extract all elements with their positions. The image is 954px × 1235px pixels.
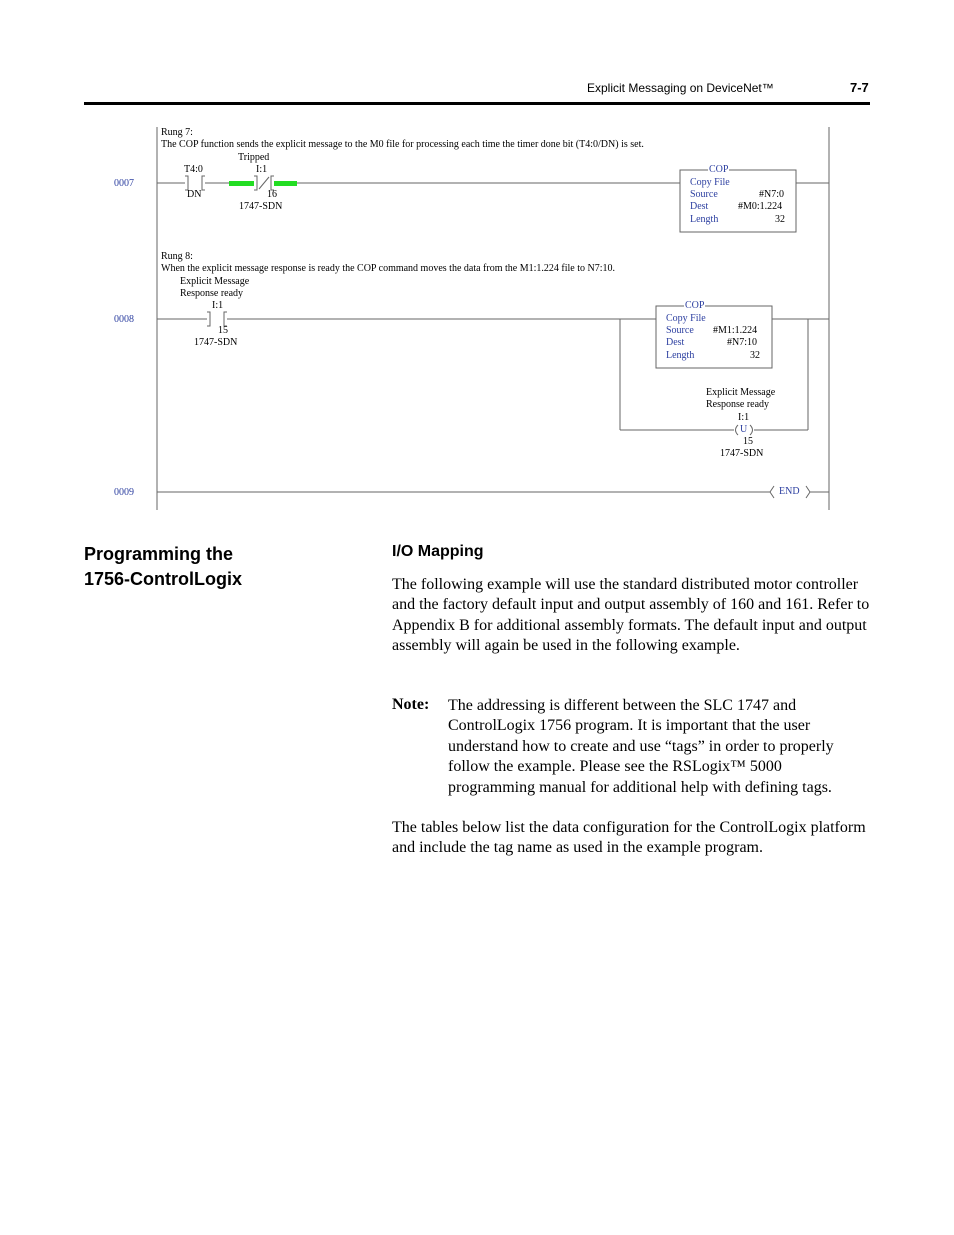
rung-number-0009: 0009 xyxy=(114,487,134,498)
rung8-description: When the explicit message response is ready the COP command moves the data from the M1:1.224 file to N7:10. xyxy=(161,263,615,274)
cop7-source-label: Source xyxy=(690,189,718,200)
cop8-dest: #N7:10 xyxy=(727,337,757,348)
cop7-dest-label: Dest xyxy=(690,201,709,212)
unlatch-address: I:1 xyxy=(738,412,750,423)
page-number: 7-7 xyxy=(850,80,869,95)
contact-t4-bit: DN xyxy=(187,189,202,200)
contact-i1-15 xyxy=(207,312,210,326)
contact8-name: 1747-SDN xyxy=(194,337,238,348)
cop7-source: #N7:0 xyxy=(759,189,784,200)
unlatch-symbol: U xyxy=(740,424,748,435)
contact-i1-16 xyxy=(254,176,257,190)
cop8-length-label: Length xyxy=(666,350,695,361)
ladder-diagram xyxy=(0,0,954,520)
contact8-label1: Explicit Message xyxy=(180,276,250,287)
cop8-subtitle: Copy File xyxy=(666,313,706,324)
unlatch-coil xyxy=(736,425,739,435)
paragraph-2: The tables below list the data configuration for the ControlLogix platform and include the tag name as used in the example program. xyxy=(392,819,866,857)
cop8-length: 32 xyxy=(750,350,760,361)
header-title: Explicit Messaging on DeviceNet™ xyxy=(587,81,774,95)
side-heading-line1: Programming the xyxy=(84,544,234,564)
end-marker xyxy=(770,486,774,498)
contact-t4-address: T4:0 xyxy=(184,164,203,175)
contact-t4-0 xyxy=(185,176,188,190)
cop8-source-label: Source xyxy=(666,325,694,336)
unlatch-label2: Response ready xyxy=(706,399,770,410)
cop7-title: COP xyxy=(709,164,729,175)
contact-i1-address: I:1 xyxy=(256,164,268,175)
end-label: END xyxy=(779,486,800,497)
cop7-length-label: Length xyxy=(690,214,719,225)
cop7-subtitle: Copy File xyxy=(690,177,730,188)
cop8-dest-label: Dest xyxy=(666,337,685,348)
note-label: Note: xyxy=(392,696,430,713)
ladder-lines xyxy=(0,0,954,520)
highlight-left xyxy=(229,181,254,186)
section-title: I/O Mapping xyxy=(392,543,484,560)
contact8-label2: Response ready xyxy=(180,288,244,299)
note-body: The addressing is different between the SLC 1747 and ControlLogix 1756 program. It is important that the user understand how to create and use “tags” in order to properly follow the example. Please see the RSLogix™ 5000 programming manual for additional help with defining tags. xyxy=(448,697,834,796)
highlight-right xyxy=(274,181,297,186)
cop7-length: 32 xyxy=(775,214,785,225)
contact-i1-name: 1747-SDN xyxy=(239,201,283,212)
rung-number-0008: 0008 xyxy=(114,314,134,325)
contact8-bit: 15 xyxy=(218,325,228,336)
unlatch-label1: Explicit Message xyxy=(706,387,776,398)
rung-number-0007: 0007 xyxy=(114,178,134,189)
contact8-address: I:1 xyxy=(212,300,224,311)
cop8-source: #M1:1.224 xyxy=(713,325,758,336)
side-heading xyxy=(84,542,344,592)
paragraph-1: The following example will use the standard distributed motor controller and the factory default input and output assembly of 160 and 161. Refer to Appendix B for additional assembly formats. The default input and output assembly will again be used in the following example. xyxy=(392,576,870,655)
contact-i1-bit: 16 xyxy=(267,189,277,200)
rung7-description: The COP function sends the explicit message to the M0 file for processing each time the timer done bit (T4:0/DN) is set. xyxy=(161,139,644,150)
unlatch-name: 1747-SDN xyxy=(720,448,764,459)
rung8-caption: Rung 8: xyxy=(161,251,193,262)
unlatch-bit: 15 xyxy=(743,436,753,447)
rung7-caption: Rung 7: xyxy=(161,127,193,138)
side-heading-line2: 1756-ControlLogix xyxy=(84,569,243,589)
cop8-title: COP xyxy=(685,300,705,311)
contact-i1-label: Tripped xyxy=(238,152,270,163)
cop7-dest: #M0:1.224 xyxy=(738,201,783,212)
